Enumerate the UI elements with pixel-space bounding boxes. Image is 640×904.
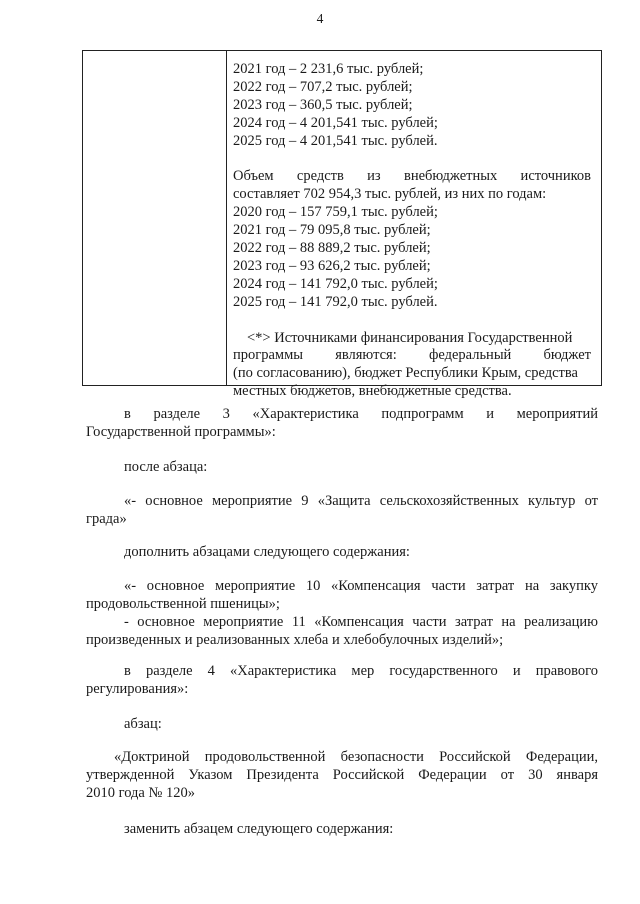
funding-line-2022: 2022 год – 707,2 тыс. рублей; <box>233 78 413 95</box>
paragraph-doctrine-line1: «Доктриной продовольственной безопасности Российской Федерации, <box>114 749 598 765</box>
funding-line-2025: 2025 год – 4 201,541 тыс. рублей. <box>233 132 438 149</box>
extrabudget-line-2025: 2025 год – 141 792,0 тыс. рублей. <box>233 293 438 310</box>
paragraph-measure-9-line2: града» <box>86 511 127 527</box>
paragraph-after <box>86 458 598 476</box>
funding-line-2023: 2023 год – 360,5 тыс. рублей; <box>233 96 413 113</box>
table-right-cell <box>226 51 601 400</box>
paragraph-measure-9 <box>86 492 598 528</box>
paragraph-doctrine-line3: 2010 года № 120» <box>86 785 195 801</box>
financing-table <box>82 50 602 400</box>
paragraph-abzac <box>86 715 598 733</box>
extrabudget-line-2023: 2023 год – 93 626,2 тыс. рублей; <box>233 257 431 274</box>
paragraph-replace <box>86 820 598 838</box>
paragraph-section-3 <box>86 405 598 441</box>
paragraph-measure-11-line1: - основное мероприятие 11 «Компенсация части затрат на реализацию <box>124 614 598 630</box>
paragraph-section-3-line2: Государственной программы»: <box>86 424 276 440</box>
extrabudget-line-2020: 2020 год – 157 759,1 тыс. рублей; <box>233 204 438 221</box>
paragraph-doctrine <box>86 748 598 802</box>
funding-line-2021: 2021 год – 2 231,6 тыс. рублей; <box>233 61 424 77</box>
paragraph-doctrine-line2: утвержденной Указом Президента Российской Федерации от 30 января <box>86 767 598 783</box>
table-left-cell <box>83 51 227 385</box>
paragraph-supplement <box>86 543 598 561</box>
paragraph-section-4-line1: в разделе 4 «Характеристика мер государственного и правового <box>124 663 598 679</box>
extrabudget-line-2022: 2022 год – 88 889,2 тыс. рублей; <box>233 240 431 257</box>
funding-line-2024: 2024 год – 4 201,541 тыс. рублей; <box>233 114 438 131</box>
paragraph-replace-text: заменить абзацем следующего содержания: <box>124 821 394 837</box>
paragraph-measure-10-line2: продовольственной пшеницы»; <box>86 596 280 612</box>
paragraph-measure-10 <box>86 577 598 649</box>
paragraph-after-text: после абзаца: <box>124 459 208 475</box>
extrabudget-line-2024: 2024 год – 141 792,0 тыс. рублей; <box>233 275 438 292</box>
extrabudget-intro-line2: составляет 702 954,3 тыс. рублей, из них по годам: <box>233 186 547 203</box>
paragraph-measure-9-line1: «- основное мероприятие 9 «Защита сельскохозяйственных культур от <box>124 493 598 509</box>
paragraph-measure-10-line1: «- основное мероприятие 10 «Компенсация части затрат на закупку <box>124 578 598 594</box>
financing-note-line4: местных бюджетов, внебюджетные средства. <box>233 383 512 400</box>
financing-note-line1: <*> Источниками финансирования Государственной <box>247 329 573 346</box>
paragraph-measure-11-line2: произведенных и реализованных хлеба и хлебобулочных изделий»; <box>86 632 504 648</box>
extrabudget-line-2021: 2021 год – 79 095,8 тыс. рублей; <box>233 222 431 239</box>
extrabudget-intro-line1: Объем средств из внебюджетных источников <box>233 168 591 185</box>
paragraph-section-4-line2: регулирования»: <box>86 681 189 697</box>
paragraph-section-4 <box>86 662 598 698</box>
financing-note-line2: программы являются: федеральный бюджет <box>233 347 591 364</box>
page-number: 4 <box>316 11 324 26</box>
paragraph-abzac-text: абзац: <box>124 716 162 732</box>
financing-note-line3: (по согласованию), бюджет Республики Крым, средства <box>233 365 578 382</box>
paragraph-section-3-line1: в разделе 3 «Характеристика подпрограмм и мероприятий <box>124 406 598 422</box>
paragraph-supplement-text: дополнить абзацами следующего содержания: <box>124 544 410 560</box>
